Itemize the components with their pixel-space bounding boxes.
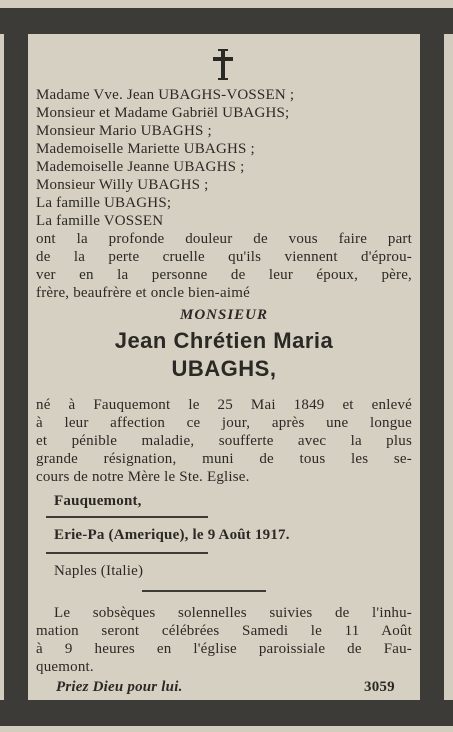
family-line: Monsieur et Madame Gabriël UBAGHS;	[36, 105, 290, 121]
place-naples: Naples (Italie)	[54, 563, 144, 579]
announcement-line: frère, beaufrère et oncle bien-aimé	[36, 285, 250, 301]
bio-line: né à Fauquemont le 25 Mai 1849 et enlevé	[36, 397, 412, 413]
family-line: Monsieur Mario UBAGHS ;	[36, 123, 212, 139]
bio-line: et pénible maladie, soufferte avec la plus	[36, 433, 412, 449]
reference-number: 3059	[364, 679, 395, 695]
family-line: Madame Vve. Jean UBAGHS-VOSSEN ;	[36, 87, 295, 103]
funeral-line: mation seront célébrées Samedi le 11 Août	[36, 623, 412, 639]
bio-line: cours de notre Mère le Ste. Eglise.	[36, 469, 250, 485]
deceased-surname: UBAGHS,	[171, 356, 277, 381]
mourning-border-left	[4, 34, 28, 700]
funeral-line: à 9 heures en l'église paroissiale de Fau-	[36, 641, 412, 657]
closing-prayer: Priez Dieu pour lui.	[56, 679, 183, 695]
place-erie: Erie-Pa (Amerique), le 9 Août 1917.	[54, 527, 290, 543]
funeral-line: Le sobsèques solennelles suivies de l'inhu-	[54, 605, 412, 621]
announcement-line: ont la profonde douleur de vous faire part	[36, 231, 412, 247]
cross-icon	[210, 48, 236, 82]
mourning-border-top	[0, 8, 453, 34]
announcement-line: ver en la personne de leur époux, père,	[36, 267, 412, 283]
deceased-name: Jean Chrétien Maria	[114, 328, 334, 353]
mourning-border-bottom	[0, 700, 453, 726]
divider	[142, 590, 266, 592]
family-line: Mademoiselle Mariette UBAGHS ;	[36, 141, 255, 157]
funeral-line: quemont.	[36, 659, 94, 675]
mourning-border-right	[420, 34, 444, 700]
family-line: La famille UBAGHS;	[36, 195, 172, 211]
family-line: La famille VOSSEN	[36, 213, 164, 229]
divider	[46, 552, 208, 554]
title-monsieur: MONSIEUR	[179, 307, 269, 323]
bio-line: à leur affection ce jour, après une longue	[36, 415, 412, 431]
bio-line: grande résignation, muni de tous les se-	[36, 451, 412, 467]
family-line: Monsieur Willy UBAGHS ;	[36, 177, 209, 193]
announcement-line: de la perte cruelle qu'ils viennent d'éprou-	[36, 249, 412, 265]
divider	[46, 516, 208, 518]
family-line: Mademoiselle Jeanne UBAGHS ;	[36, 159, 245, 175]
place-fauquemont: Fauquemont,	[54, 493, 142, 509]
